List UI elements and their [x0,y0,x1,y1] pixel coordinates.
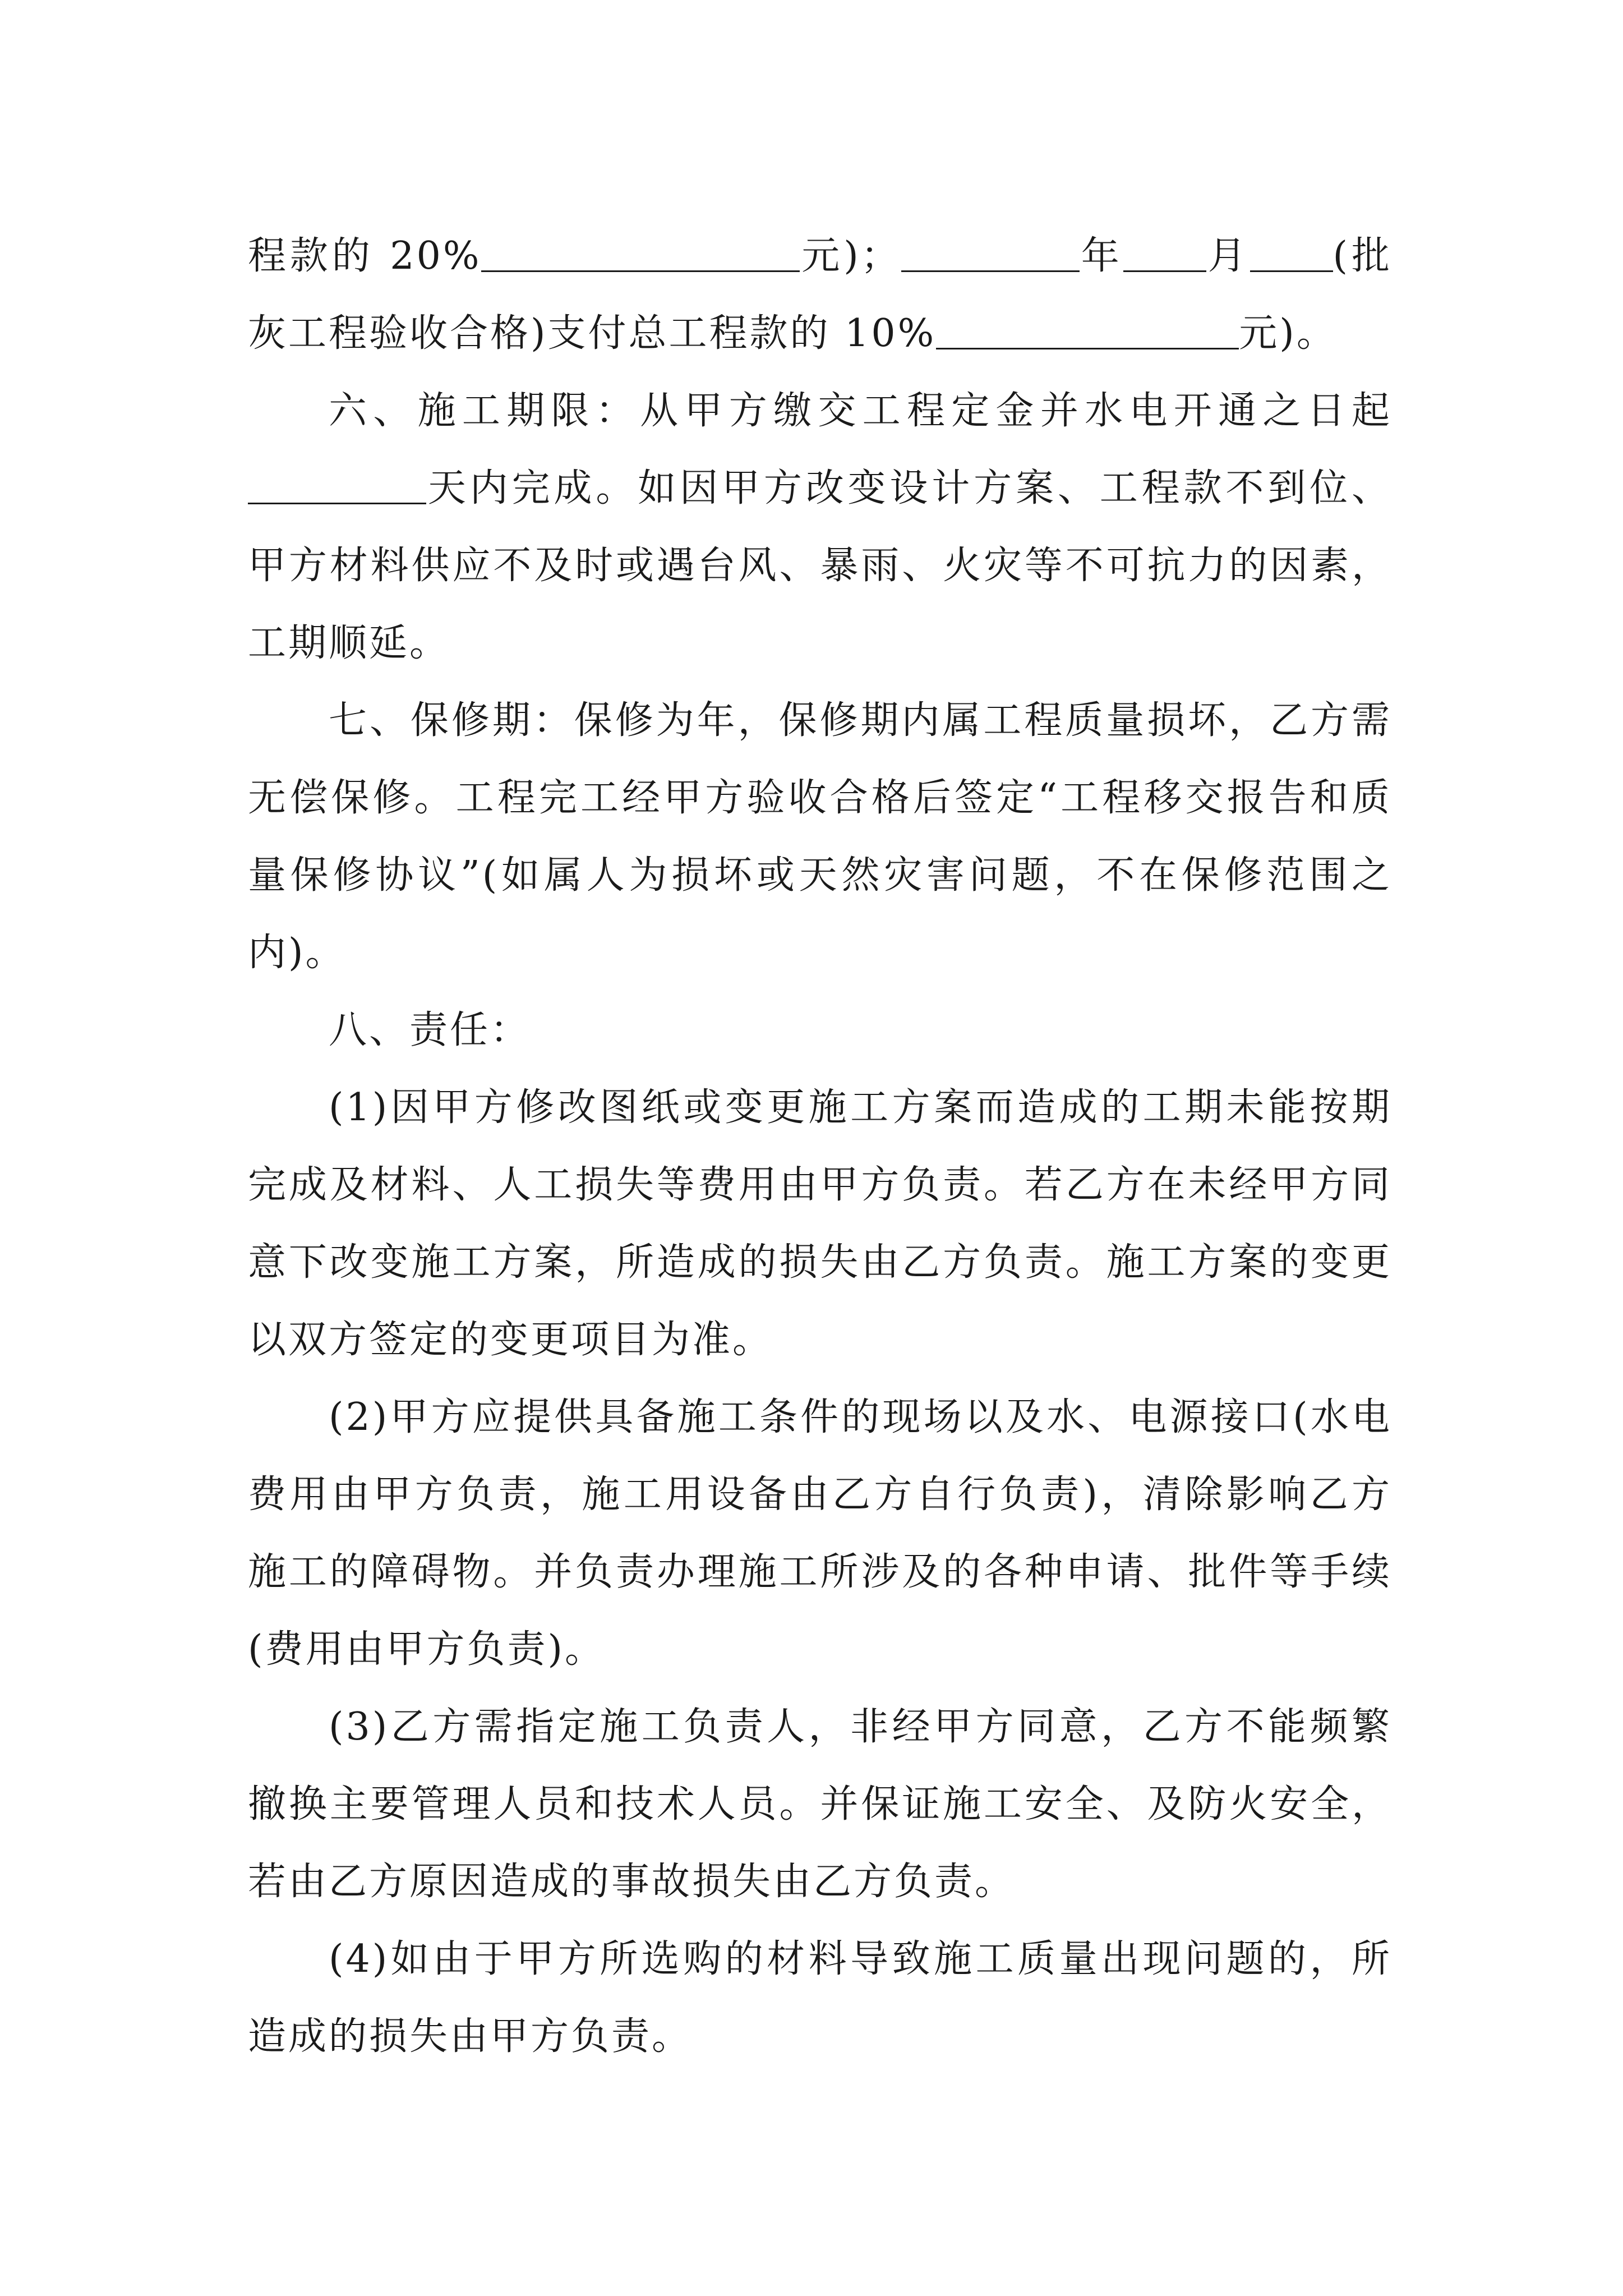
text-segment: (批灰工程验收合格)支付总工程款的 10% [248,234,1392,356]
responsibility-item-2: (2)甲方应提供具备施工条件的现场以及水、电源接口(水电费用由甲方负责，施工用设备由乙方自行负责)，清除影响乙方施工的障碍物。并负责办理施工所涉及的各种申请、批件等手续(费用由甲方负责)。 [248,1395,1393,1672]
responsibility-item-1: (1)因甲方修改图纸或变更施工方案而造成的工期未能按期完成及材料、人工损失等费用由甲方负责。若乙方在未经甲方同意下改变施工方案，所造成的损失由乙方负责。施工方案的变更以双方签定的变更项目为准。 [248,1085,1392,1362]
text-segment: 月 [1206,234,1250,278]
amount-blank [936,310,1239,349]
responsibility-item-3: (3)乙方需指定施工负责人，非经甲方同意，乙方不能频繁撤换主要管理人员和技术人员。并保证施工安全、及防火安全，若由乙方原因造成的事故损失由乙方负责。 [248,1705,1392,1904]
text-segment: 程款的 20% [248,234,482,278]
document-body [248,218,1392,2076]
text-segment: 年 [1079,234,1123,278]
text-segment: 元)； [800,234,901,278]
year-blank [901,232,1080,272]
construction-period-clause [248,372,1392,682]
payment-clause-continued [248,218,1392,372]
amount-blank [481,232,800,272]
days-blank [248,464,426,504]
text-segment: 天内完成。如因甲方改变设计方案、工程款不到位、甲方材料供应不及时或遇台风、暴雨、火灾等不可抗力的因素，工期顺延。 [248,466,1392,665]
warranty-clause: 七、保修期：保修为年，保修期内属工程质量损坏，乙方需无偿保修。工程完工经甲方验收合格后签定“工程移交报告和质量保修协议”(如属人为损坏或天然灾害问题，不在保修范围之内)。 [248,698,1392,975]
text-segment: 元)。 [1239,311,1337,356]
month-blank [1123,232,1206,272]
text-segment: 六、施工期限：从甲方缴交工程定金并水电开通之日起 [329,389,1392,433]
responsibility-item-4: (4)如由于甲方所选购的材料导致施工质量出现问题的，所造成的损失由甲方负责。 [248,1937,1392,2059]
day-blank [1250,232,1333,272]
responsibility-heading: 八、责任： [329,1008,531,1052]
